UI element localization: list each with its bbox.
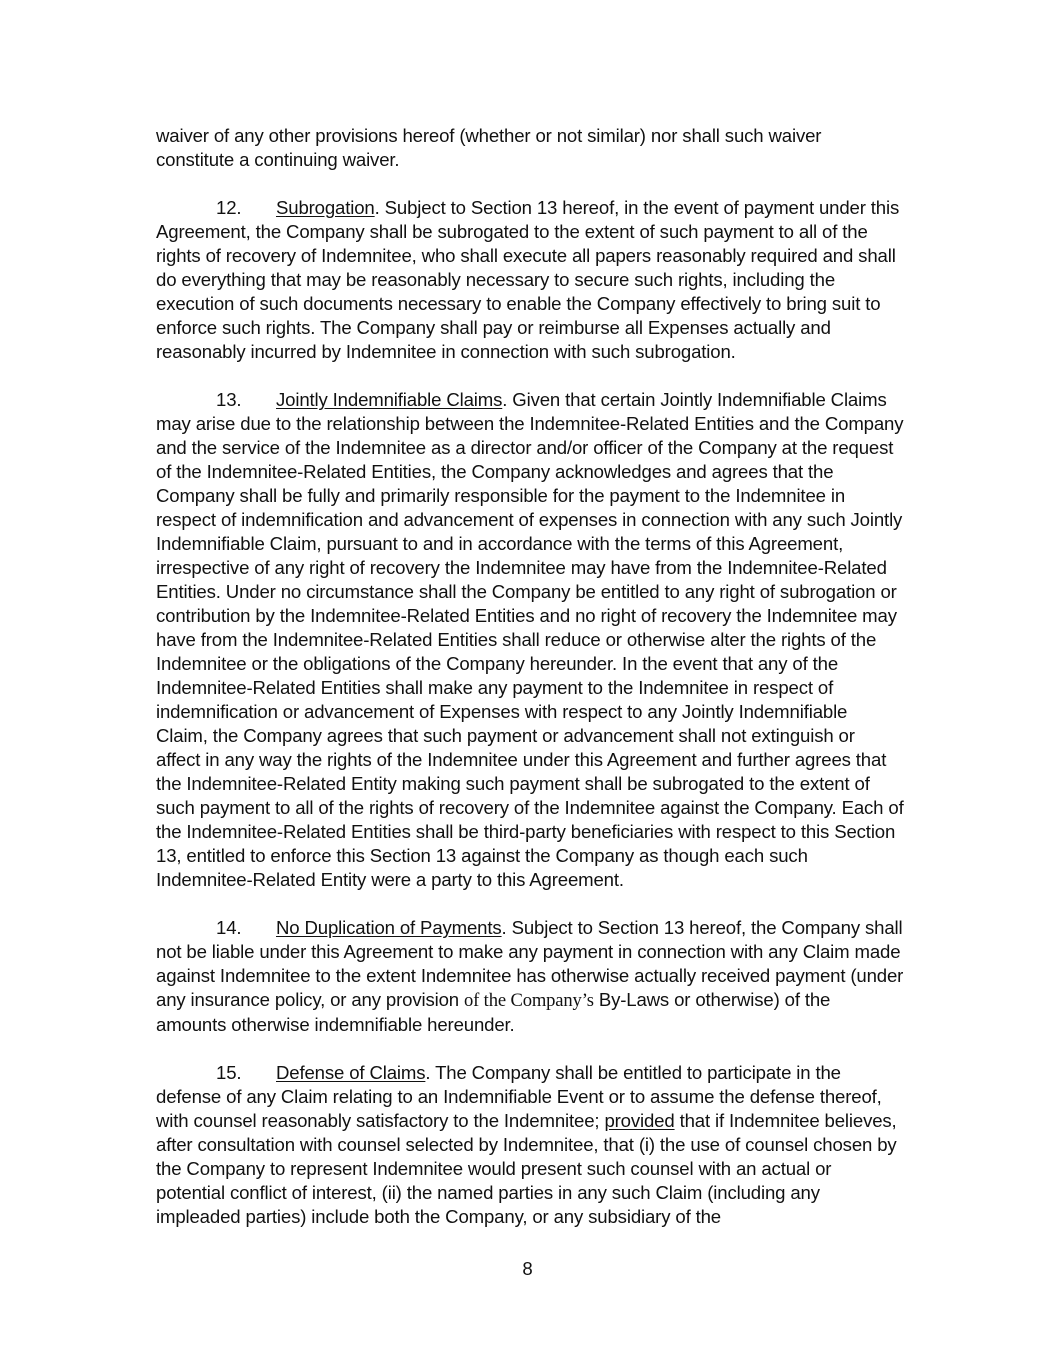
section-number: 14.: [216, 917, 242, 938]
section-number: 15.: [216, 1062, 242, 1083]
section-heading: Subrogation: [276, 197, 375, 218]
carryover-paragraph: [156, 124, 904, 172]
section-15-defense-of-claims: [156, 1061, 904, 1229]
provided-term: provided: [604, 1110, 675, 1131]
section-heading: Defense of Claims: [276, 1062, 426, 1083]
section-body-tail: that if Indemnitee believes, after consultation with counsel selected by Indemnitee, that (i) the use of counsel chosen by the Company to represent Indemnitee would present such counsel with an actual or potential conflict of interest, (ii) the named parties in any such Claim (including any impleaded parties) include both the Company, or any subsidiary of the: [156, 1110, 897, 1227]
section-number: 12.: [216, 197, 242, 218]
section-body: . The Company shall be entitled to participate in the defense of any Claim relating to an Indemnifiable Event or to assume the defense thereof, with counsel reasonably satisfactory to the Indemnitee;: [156, 1062, 882, 1131]
section-body: . Subject to Section 13 hereof, in the event of payment under this Agreement, the Company shall be subrogated to the extent of such payment to all of the rights of recovery of Indemnitee, who shall execute all papers reasonably required and shall do everything that may be reasonably necessary to secure such rights, including the execution of such documents necessary to enable the Company effectively to bring suit to enforce such rights. The Company shall pay or reimburse all Expenses actually and reasonably incurred by Indemnitee in connection with such subrogation.: [156, 197, 900, 362]
section-body-serif: of the Company’s: [464, 990, 594, 1011]
section-14-no-duplication-of-payments: [156, 916, 904, 1037]
section-number: 13.: [216, 389, 242, 410]
section-body: . Subject to Section 13 hereof, the Company shall not be liable under this Agreement to make any payment in connection with any Claim made against Indemnitee to the extent Indemnitee has otherwise actually received payment (under any insurance policy, or any provision: [156, 917, 904, 1010]
page-number: 8: [522, 1258, 533, 1279]
section-body: . Given that certain Jointly Indemnifiable Claims may arise due to the relationship between the Indemnitee-Related Entities and the Company and the service of the Indemnitee as a director and/or officer of the Company at the request of the Indemnitee-Related Entities, the Company acknowledges and agrees that the Company shall be fully and primarily responsible for the payment to the Indemnitee in respect of indemnification and advancement of expenses in connection with any such Jointly Indemnifiable Claim, pursuant to and in accordance with the terms of this Agreement, irrespective of any right of recovery the Indemnitee may have from the Indemnitee-Related Entities. Under no circumstance shall the Company be entitled to any right of subrogation or contribution by the Indemnitee-Related Entities and no right of recovery the Indemnitee may have from the Indemnitee-Related Entities shall reduce or otherwise alter the rights of the Indemnitee or the obligations of the Company hereunder. In the event that any of the Indemnitee-Related Entities shall make any payment to the Indemnitee in respect of indemnification or advancement of Expenses with respect to any Jointly Indemnifiable Claim, the Company agrees that such payment or advancement shall not extinguish or affect in any way the rights of the Indemnitee under this Agreement and further agrees that the Indemnitee-Related Entity making such payment shall be subrogated to the extent of such payment to all of the rights of recovery of the Indemnitee against the Company. Each of the Indemnitee-Related Entities shall be third-party beneficiaries with respect to this Section 13, entitled to enforce this Section 13 against the Company as though each such Indemnitee-Related Entity were a party to this Agreement.: [156, 389, 904, 890]
section-heading: Jointly Indemnifiable Claims: [276, 389, 503, 410]
section-body-tail: By-Laws or otherwise) of the amounts otherwise indemnifiable hereunder.: [156, 989, 831, 1035]
section-heading: No Duplication of Payments: [276, 917, 502, 938]
carryover-text: waiver of any other provisions hereof (whether or not similar) nor shall such waiver constitute a continuing waiver.: [156, 125, 822, 170]
body-text: [156, 124, 904, 1253]
section-12-subrogation: [156, 196, 904, 364]
section-13-jointly-indemnifiable-claims: [156, 388, 904, 892]
